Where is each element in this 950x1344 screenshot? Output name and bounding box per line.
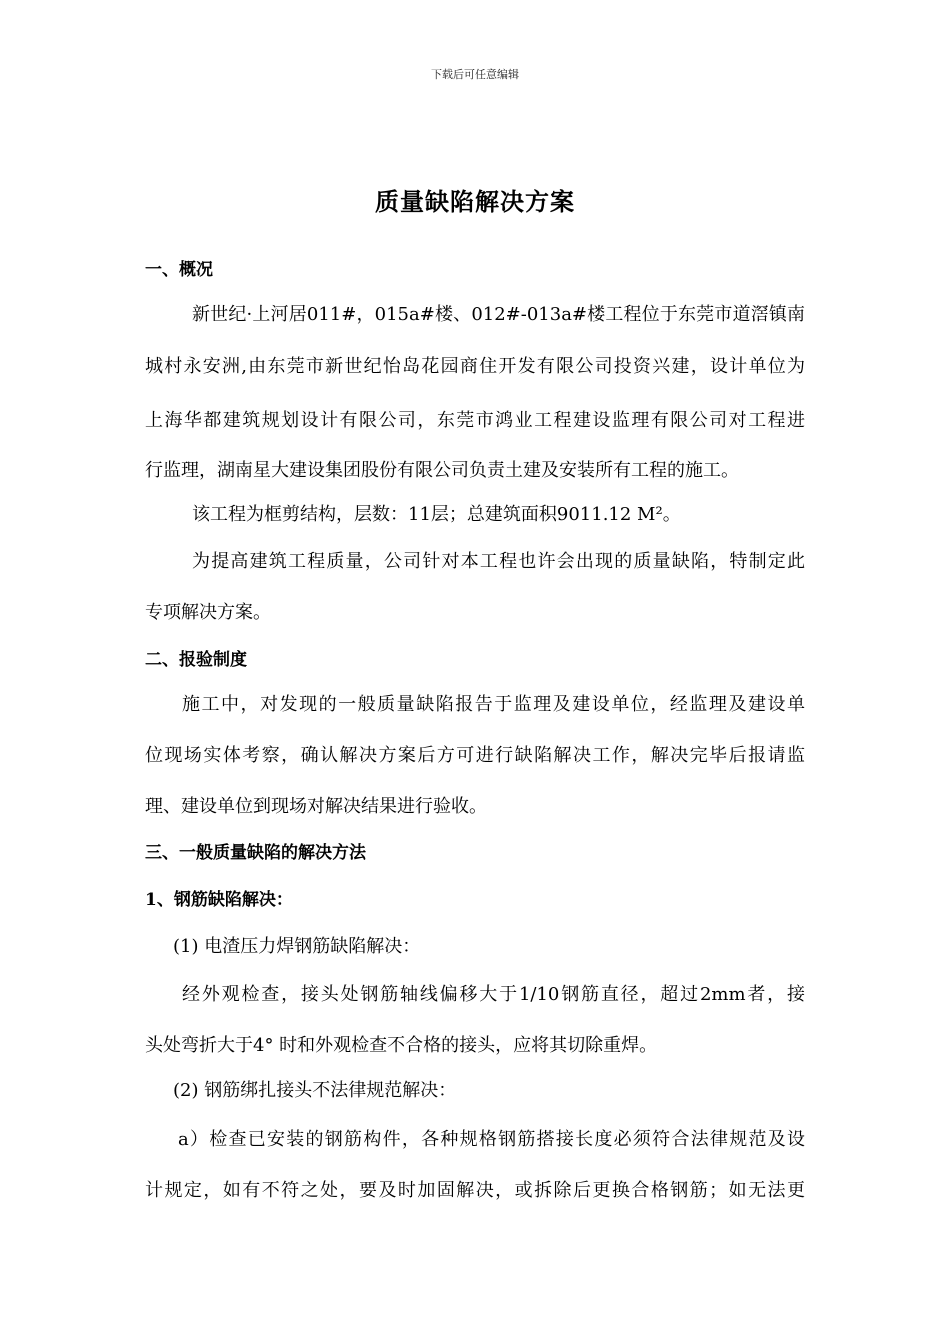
paragraph-line: 上海华都建筑规划设计有限公司，东莞市鸿业工程建设监理有限公司对工程进	[145, 410, 805, 431]
paragraph-line: 为提高建筑工程质量，公司针对本工程也许会出现的质量缺陷，特制定此	[192, 551, 805, 572]
paragraph-line: 该工程为框剪结构，层数：11层；总建筑面积9011.12 M²。	[192, 504, 681, 525]
page-header-note: 下载后可任意编辑	[431, 68, 519, 81]
section-heading: 三、一般质量缺陷的解决方法	[145, 843, 366, 863]
item-title: (2) 钢筋绑扎接头不法律规范解决：	[173, 1080, 457, 1101]
paragraph-line: 计规定，如有不符之处，要及时加固解决，或拆除后更换合格钢筋；如无法更	[145, 1180, 805, 1201]
paragraph-line: 行监理，湖南星大建设集团股份有限公司负责土建及安装所有工程的施工。	[145, 460, 739, 481]
subsection-heading: 1、钢筋缺陷解决：	[145, 890, 293, 910]
paragraph-line: 经外观检查，接头处钢筋轴线偏移大于1/10钢筋直径，超过2mm者，接	[182, 984, 805, 1005]
paragraph-line: 城村永安洲,由东莞市新世纪怡岛花园商住开发有限公司投资兴建，设计单位为	[145, 356, 805, 377]
paragraph-line: 头处弯折大于4° 时和外观检查不合格的接头，应将其切除重焊。	[145, 1035, 658, 1056]
section-heading: 二、报验制度	[145, 650, 247, 670]
section-heading: 一、概况	[145, 260, 213, 280]
item-title: (1) 电渣压力焊钢筋缺陷解决：	[173, 936, 421, 957]
paragraph-line: 理、建设单位到现场对解决结果进行验收。	[145, 796, 487, 817]
paragraph-line: 专项解决方案。	[145, 602, 271, 623]
paragraph-line: 新世纪·上河居011#，015a#楼、012#-013a#楼工程位于东莞市道滘镇南	[192, 304, 805, 325]
paragraph-line: 位现场实体考察，确认解决方案后方可进行缺陷解决工作，解决完毕后报请监	[145, 745, 805, 766]
paragraph-line: a）检查已安装的钢筋构件，各种规格钢筋搭接长度必须符合法律规范及设	[178, 1129, 805, 1150]
paragraph-line: 施工中，对发现的一般质量缺陷报告于监理及建设单位，经监理及建设单	[182, 694, 805, 715]
document-title: 质量缺陷解决方案	[375, 187, 575, 216]
